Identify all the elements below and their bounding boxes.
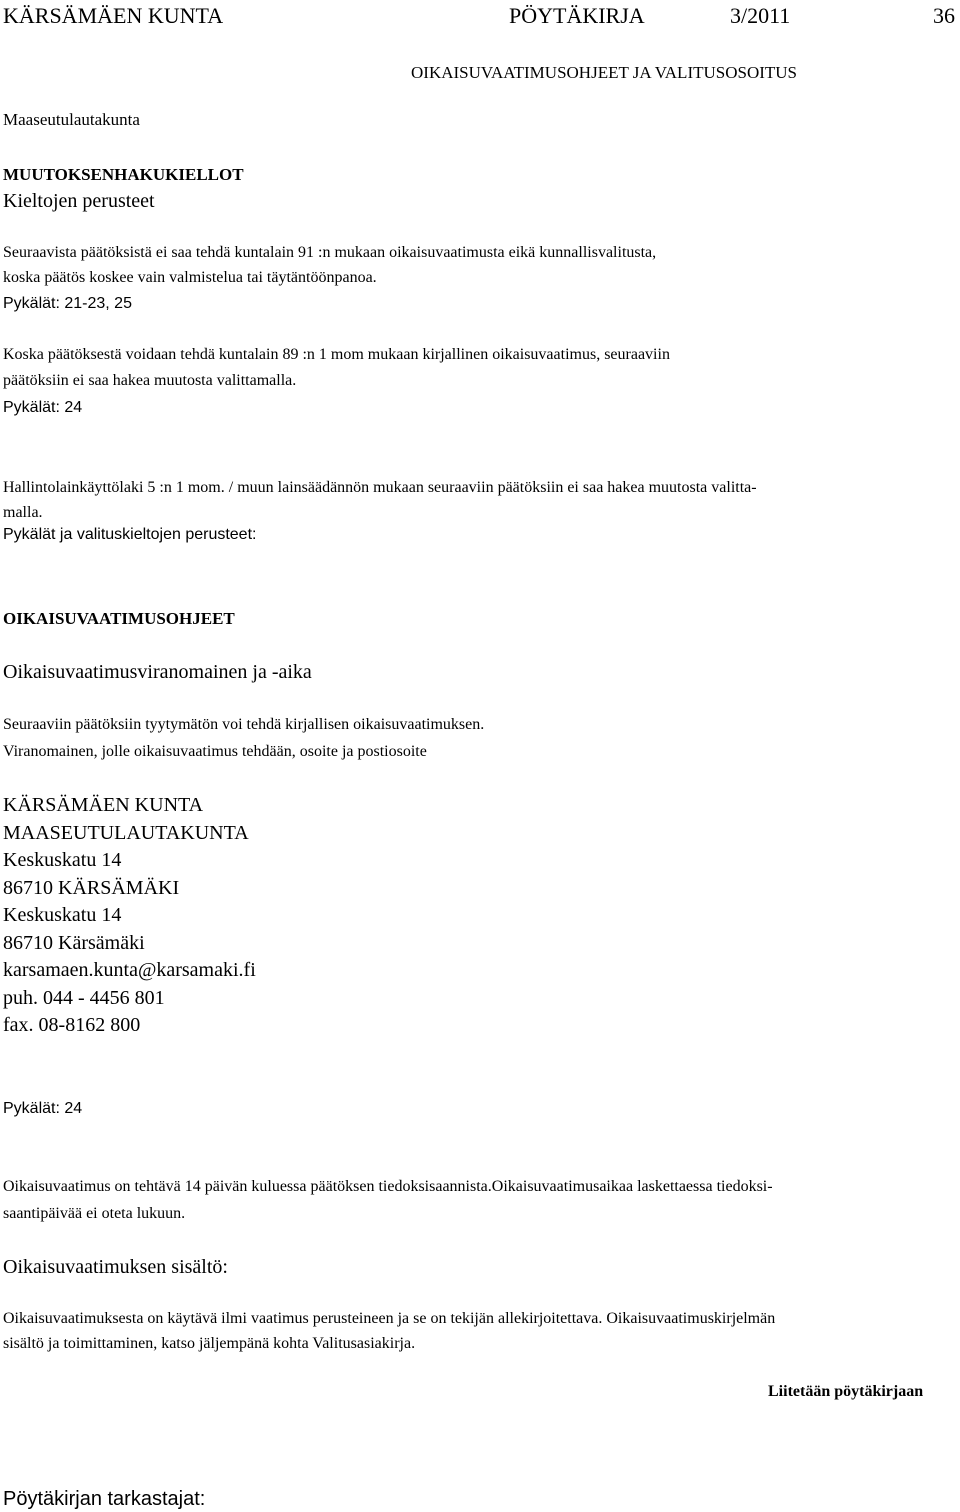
header-doc-type: PÖYTÄKIRJA (509, 3, 645, 28)
header-doc-number: 3/2011 (730, 3, 791, 28)
time-line2: saantipäivää ei oteta lukuun. (3, 1205, 186, 1222)
prohibitions-p3-sections: Pykälät ja valituskieltojen perusteet: (3, 526, 257, 543)
document-subtitle: OIKAISUVAATIMUSOHJEET JA VALITUSOSOITUS (411, 63, 798, 82)
header-page-number: 36 (933, 3, 955, 28)
prohibitions-subheading: Kieltojen perusteet (3, 190, 155, 212)
time-line1: Oikaisuvaatimus on tehtävä 14 päivän kuluessa päätöksen tiedoksisaannista.Oikaisuvaatimusaikaa laskettaessa tiedoksi- (3, 1178, 773, 1195)
address-line: Keskuskatu 14 (3, 849, 122, 871)
attach-note: Liitetään pöytäkirjaan (768, 1383, 924, 1400)
prohibitions-p2-line1: Koska päätöksestä voidaan tehdä kuntalain 89 :n 1 mom mukaan kirjallinen oikaisuvaatimus, seuraaviin (3, 346, 670, 363)
address-email[interactable]: karsamaen.kunta@karsamaki.fi (3, 959, 256, 981)
address-phone: puh. 044 - 4456 801 (3, 987, 165, 1009)
content-line2: sisältö ja toimittaminen, katso jäljempänä kohta Valitusasiakirja. (3, 1335, 416, 1352)
prohibitions-p3-line1: Hallintolainkäyttölaki 5 :n 1 mom. / muun lainsäädännön mukaan seuraaviin päätöksiin ei saa hakea muutosta valitta- (3, 479, 757, 496)
prohibitions-p1-line1: Seuraavista päätöksistä ei saa tehdä kuntalain 91 :n mukaan oikaisuvaatimusta eikä kunnallisvalitusta, (3, 244, 657, 261)
prohibitions-p3-line2: malla. (3, 504, 43, 521)
address-line: KÄRSÄMÄEN KUNTA (3, 794, 204, 816)
address-line: MAASEUTULAUTAKUNTA (3, 822, 249, 844)
prohibitions-p2-line2: päätöksiin ei saa hakea muutosta valittamalla. (3, 372, 297, 389)
prohibitions-heading: MUUTOKSENHAKUKIELLOT (3, 165, 244, 184)
content-heading: Oikaisuvaatimuksen sisältö: (3, 1256, 228, 1278)
prohibitions-p1-sections: Pykälät: 21-23, 25 (3, 295, 132, 312)
content-line1: Oikaisuvaatimuksesta on käytävä ilmi vaatimus perusteineen ja se on tekijän allekirjoitettava. Oikaisuvaatimuskirjelmän (3, 1310, 776, 1327)
instructions-subheading: Oikaisuvaatimusviranomainen ja -aika (3, 661, 312, 683)
address-line: 86710 Kärsämäki (3, 932, 145, 954)
instructions-heading: OIKAISUVAATIMUSOHJEET (3, 609, 235, 628)
header-municipality: KÄRSÄMÄEN KUNTA (3, 3, 224, 28)
address-line: Keskuskatu 14 (3, 904, 122, 926)
instructions-line1: Seuraaviin päätöksiin tyytymätön voi tehdä kirjallisen oikaisuvaatimuksen. (3, 716, 485, 733)
prohibitions-p1-line2: koska päätös koskee vain valmistelua tai täytäntöönpanoa. (3, 269, 377, 286)
time-sections: Pykälät: 24 (3, 1100, 83, 1117)
instructions-line2: Viranomainen, jolle oikaisuvaatimus tehdään, osoite ja postiosoite (3, 743, 427, 760)
footer-reviewers-label: Pöytäkirjan tarkastajat: (3, 1488, 206, 1510)
board-name: Maaseutulautakunta (3, 110, 140, 129)
address-line: 86710 KÄRSÄMÄKI (3, 877, 180, 899)
address-fax: fax. 08-8162 800 (3, 1014, 141, 1036)
prohibitions-p2-sections: Pykälät: 24 (3, 399, 83, 416)
